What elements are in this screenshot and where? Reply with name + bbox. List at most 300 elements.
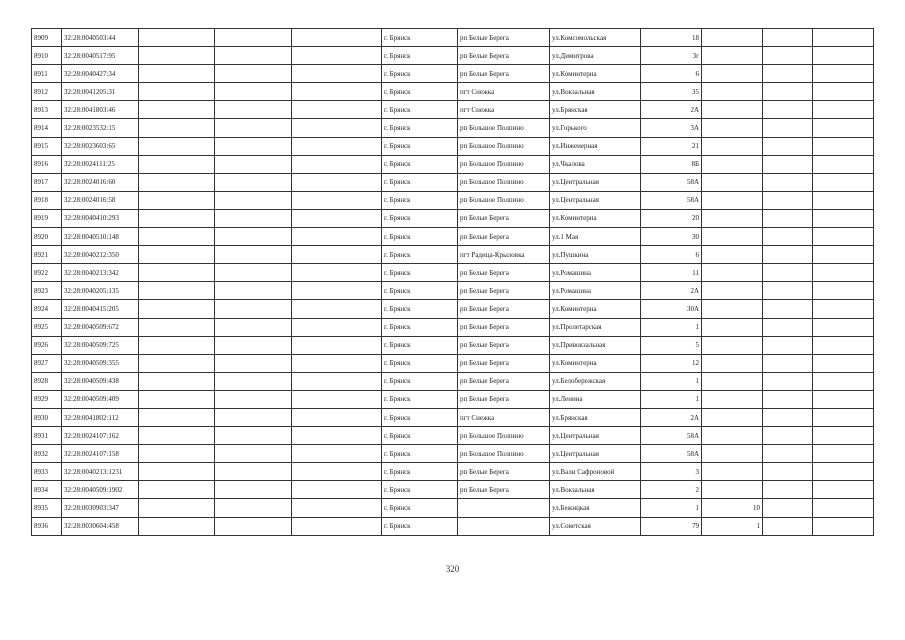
table-cell: ул.Пролетарская (550, 318, 641, 336)
table-cell (763, 209, 813, 227)
table-cell: 1 (641, 372, 702, 390)
table-cell (813, 264, 874, 282)
table-cell (215, 155, 292, 173)
table-cell (139, 499, 215, 517)
table-cell: 30А (641, 300, 702, 318)
table-cell (763, 408, 813, 426)
table-cell (215, 137, 292, 155)
records-table (31, 28, 874, 536)
table-cell (215, 228, 292, 246)
table-cell: ул.Чкалова (550, 155, 641, 173)
table-row (32, 119, 874, 137)
table-cell (763, 336, 813, 354)
table-row (32, 445, 874, 463)
table-cell (763, 318, 813, 336)
table-cell (292, 191, 382, 209)
table-cell: г. Брянск (382, 517, 458, 535)
table-cell (292, 246, 382, 264)
table-cell (292, 390, 382, 408)
table-cell (139, 336, 215, 354)
table-cell: 11 (641, 264, 702, 282)
table-cell: г. Брянск (382, 372, 458, 390)
table-cell: 32:28:0040212:350 (62, 246, 139, 264)
table-cell: рп Белые Берега (458, 390, 550, 408)
table-cell (763, 83, 813, 101)
table-cell: рп Белые Берега (458, 209, 550, 227)
table-cell: 1 (641, 499, 702, 517)
table-cell: рп Белые Берега (458, 47, 550, 65)
table-cell: рп Большое Полпино (458, 427, 550, 445)
table-cell (813, 336, 874, 354)
table-cell: г. Брянск (382, 264, 458, 282)
table-cell (139, 246, 215, 264)
table-cell (292, 408, 382, 426)
table-cell: ул.Советская (550, 517, 641, 535)
table-cell: рп Белые Берега (458, 282, 550, 300)
table-row (32, 390, 874, 408)
table-cell: 32:28:0041803:46 (62, 101, 139, 119)
table-cell (215, 119, 292, 137)
table-cell (763, 499, 813, 517)
table-row (32, 191, 874, 209)
table-cell (813, 47, 874, 65)
table-cell (292, 517, 382, 535)
table-cell (813, 372, 874, 390)
table-cell: ул.Вокзальная (550, 481, 641, 499)
table-cell: рп Белые Берега (458, 463, 550, 481)
table-cell (215, 173, 292, 191)
table-cell (813, 390, 874, 408)
table-row (32, 408, 874, 426)
table-row (32, 481, 874, 499)
table-cell: 8925 (32, 318, 62, 336)
table-cell: 20 (641, 209, 702, 227)
table-cell: г. Брянск (382, 173, 458, 191)
table-cell (813, 427, 874, 445)
table-cell: 6 (641, 65, 702, 83)
table-cell (292, 318, 382, 336)
table-cell: пгт Снежка (458, 101, 550, 119)
table-cell: 8910 (32, 47, 62, 65)
table-cell: рп Большое Полпино (458, 155, 550, 173)
table-cell (813, 408, 874, 426)
table-cell: 8909 (32, 29, 62, 47)
table-cell: г. Брянск (382, 65, 458, 83)
table-cell: ул.Коминтерна (550, 354, 641, 372)
table-cell: ул.Ромашина (550, 282, 641, 300)
table-cell: г. Брянск (382, 300, 458, 318)
table-cell: ул.Вокзальная (550, 83, 641, 101)
table-cell: 30 (641, 228, 702, 246)
table-cell: 32:28:0040509:672 (62, 318, 139, 336)
table-cell (813, 83, 874, 101)
table-cell: 8934 (32, 481, 62, 499)
table-cell: 8919 (32, 209, 62, 227)
table-cell: 3 (641, 463, 702, 481)
table-cell (139, 228, 215, 246)
table-cell (215, 463, 292, 481)
table-row (32, 137, 874, 155)
table-cell (702, 445, 763, 463)
table-cell (292, 137, 382, 155)
table-cell (702, 173, 763, 191)
table-cell (215, 499, 292, 517)
table-cell: г. Брянск (382, 463, 458, 481)
table-cell (763, 191, 813, 209)
table-cell: 32:28:0040213:1231 (62, 463, 139, 481)
table-cell (215, 318, 292, 336)
table-cell: рп Большое Полпино (458, 191, 550, 209)
table-cell (292, 228, 382, 246)
table-cell: ул.Комсомольская (550, 29, 641, 47)
table-cell: г. Брянск (382, 445, 458, 463)
table-cell (702, 137, 763, 155)
table-cell: 12 (641, 354, 702, 372)
table-cell: 2А (641, 408, 702, 426)
table-cell: 32:28:0040410:293 (62, 209, 139, 227)
table-cell (763, 300, 813, 318)
table-cell: г. Брянск (382, 246, 458, 264)
table-cell (702, 246, 763, 264)
table-cell (139, 300, 215, 318)
table-cell: 8913 (32, 101, 62, 119)
table-cell (702, 390, 763, 408)
table-cell (458, 517, 550, 535)
table-cell (215, 354, 292, 372)
table-cell (139, 427, 215, 445)
table-cell: пгт Радица-Крыловка (458, 246, 550, 264)
table-row (32, 155, 874, 173)
table-cell (215, 517, 292, 535)
table-cell: г. Брянск (382, 191, 458, 209)
table-cell (702, 228, 763, 246)
table-cell (763, 372, 813, 390)
table-cell: 2А (641, 101, 702, 119)
table-cell (702, 29, 763, 47)
table-row (32, 517, 874, 535)
table-cell (702, 427, 763, 445)
table-cell (215, 65, 292, 83)
table-cell: 8918 (32, 191, 62, 209)
table-cell: г. Брянск (382, 354, 458, 372)
table-cell: г. Брянск (382, 209, 458, 227)
table-cell: ул.Коминтерна (550, 209, 641, 227)
table-cell (763, 119, 813, 137)
table-row (32, 336, 874, 354)
table-cell: 8927 (32, 354, 62, 372)
table-cell (813, 155, 874, 173)
table-cell (292, 372, 382, 390)
table-cell: 3г (641, 47, 702, 65)
table-cell (215, 427, 292, 445)
table-cell (702, 282, 763, 300)
table-cell: 32:28:0040509:1902 (62, 481, 139, 499)
table-cell (763, 427, 813, 445)
table-cell: 58А (641, 173, 702, 191)
table-cell (139, 282, 215, 300)
table-cell: рп Белые Берега (458, 481, 550, 499)
table-row (32, 427, 874, 445)
table-cell: 32:28:0041802:112 (62, 408, 139, 426)
table-cell: г. Брянск (382, 499, 458, 517)
table-cell: рп Белые Берега (458, 336, 550, 354)
table-cell (292, 300, 382, 318)
table-cell: ул.Центральная (550, 427, 641, 445)
table-cell (292, 336, 382, 354)
table-row (32, 228, 874, 246)
table-cell: ул.Димитрова (550, 47, 641, 65)
page-number: 320 (445, 564, 460, 574)
table-cell: рп Большое Полпино (458, 445, 550, 463)
table-cell: 8Б (641, 155, 702, 173)
table-cell (763, 155, 813, 173)
table-cell (813, 282, 874, 300)
table-cell: 32:28:0040509:438 (62, 372, 139, 390)
table-cell: г. Брянск (382, 282, 458, 300)
table-cell (763, 65, 813, 83)
table-cell (215, 445, 292, 463)
table-cell (702, 408, 763, 426)
table-cell: 8924 (32, 300, 62, 318)
table-cell (292, 264, 382, 282)
table-cell (215, 481, 292, 499)
table-cell (813, 209, 874, 227)
table-cell: 6 (641, 246, 702, 264)
table-cell: г. Брянск (382, 29, 458, 47)
table-cell (215, 390, 292, 408)
table-cell (139, 408, 215, 426)
table-cell (813, 173, 874, 191)
table-cell: ул.Вали Сафроновой (550, 463, 641, 481)
table-cell: рп Белые Берега (458, 318, 550, 336)
table-cell (139, 390, 215, 408)
table-cell: 1 (641, 318, 702, 336)
table-cell (292, 47, 382, 65)
table-cell (813, 246, 874, 264)
table-cell (215, 282, 292, 300)
table-cell (292, 173, 382, 191)
table-row (32, 463, 874, 481)
table-cell: 32:28:0041205:31 (62, 83, 139, 101)
table-cell: 32:28:0024107:162 (62, 427, 139, 445)
table-cell: 1 (702, 517, 763, 535)
table-cell (139, 155, 215, 173)
table-cell: г. Брянск (382, 47, 458, 65)
table-cell: 8921 (32, 246, 62, 264)
table-cell: 8930 (32, 408, 62, 426)
table-cell (813, 499, 874, 517)
table-cell: ул.Коминтерна (550, 300, 641, 318)
table-cell: 32:28:0030903:347 (62, 499, 139, 517)
table-cell: 58А (641, 427, 702, 445)
table-cell: г. Брянск (382, 390, 458, 408)
table-cell: 79 (641, 517, 702, 535)
table-cell (702, 101, 763, 119)
table-cell (763, 354, 813, 372)
table-cell: 32:28:0024111:25 (62, 155, 139, 173)
table-cell: 32:28:0040509:409 (62, 390, 139, 408)
table-row (32, 300, 874, 318)
table-cell (702, 336, 763, 354)
table-cell (813, 300, 874, 318)
table-cell: ул.Центральная (550, 191, 641, 209)
table-cell (702, 481, 763, 499)
table-cell (292, 83, 382, 101)
table-cell (139, 264, 215, 282)
table-cell (292, 65, 382, 83)
table-cell (458, 499, 550, 517)
table-cell: 8922 (32, 264, 62, 282)
table-cell: 32:28:0040509:725 (62, 336, 139, 354)
table-row (32, 65, 874, 83)
table-cell: 8920 (32, 228, 62, 246)
table-cell: 58А (641, 191, 702, 209)
table-cell (763, 390, 813, 408)
table-cell (215, 300, 292, 318)
table-cell: 8915 (32, 137, 62, 155)
table-cell (139, 191, 215, 209)
table-cell: 8917 (32, 173, 62, 191)
table-cell (215, 29, 292, 47)
table-cell: 8932 (32, 445, 62, 463)
table-cell: 8916 (32, 155, 62, 173)
table-cell (813, 65, 874, 83)
table-cell: рп Белые Берега (458, 65, 550, 83)
table-cell: ул.Коминтерна (550, 65, 641, 83)
table-cell: 58А (641, 445, 702, 463)
table-cell: рп Белые Берега (458, 29, 550, 47)
table-cell (292, 481, 382, 499)
table-cell (813, 29, 874, 47)
table-cell: г. Брянск (382, 137, 458, 155)
table-cell (292, 155, 382, 173)
table-cell (813, 481, 874, 499)
table-cell: рп Большое Полпино (458, 173, 550, 191)
table-cell: ул.Ленина (550, 390, 641, 408)
table-cell: 8935 (32, 499, 62, 517)
table-cell: г. Брянск (382, 408, 458, 426)
table-cell: 18 (641, 29, 702, 47)
table-cell (702, 65, 763, 83)
table-cell: ул.Брянская (550, 101, 641, 119)
table-row (32, 282, 874, 300)
table-cell (763, 228, 813, 246)
table-cell: 32:28:0023532:15 (62, 119, 139, 137)
table-cell: 32:28:0040509:355 (62, 354, 139, 372)
table-cell (702, 47, 763, 65)
table-cell: 8912 (32, 83, 62, 101)
table-cell: ул.Центральная (550, 445, 641, 463)
table-cell (813, 228, 874, 246)
table-cell: 8926 (32, 336, 62, 354)
table-cell (813, 354, 874, 372)
table-cell (763, 47, 813, 65)
table-cell (215, 83, 292, 101)
table-cell (215, 336, 292, 354)
table-cell: рп Белые Берега (458, 354, 550, 372)
table-cell (763, 264, 813, 282)
table-cell (813, 191, 874, 209)
table-cell (763, 517, 813, 535)
table-cell: ул.Инженерная (550, 137, 641, 155)
table-cell (702, 264, 763, 282)
table-cell: рп Белые Берега (458, 372, 550, 390)
table-cell: 32:28:0040213:342 (62, 264, 139, 282)
table-cell (139, 47, 215, 65)
table-cell (139, 318, 215, 336)
table-cell: 8931 (32, 427, 62, 445)
table-cell: 32:28:0040517:95 (62, 47, 139, 65)
table-cell: 2 (641, 481, 702, 499)
table-cell (139, 481, 215, 499)
table-cell (292, 209, 382, 227)
table-row (32, 209, 874, 227)
table-cell (763, 173, 813, 191)
table-cell: ул.Бежицкая (550, 499, 641, 517)
table-cell: г. Брянск (382, 336, 458, 354)
table-cell: 32:28:0030604:458 (62, 517, 139, 535)
table-cell: 8914 (32, 119, 62, 137)
table-cell (702, 155, 763, 173)
table-cell: ул.Белобережская (550, 372, 641, 390)
table-cell (702, 318, 763, 336)
table-cell (139, 463, 215, 481)
table-row (32, 372, 874, 390)
table-cell (763, 246, 813, 264)
table-cell: г. Брянск (382, 228, 458, 246)
table-cell: рп Белые Берега (458, 264, 550, 282)
table-row (32, 354, 874, 372)
table-cell (292, 29, 382, 47)
table-cell (139, 29, 215, 47)
table-cell (702, 209, 763, 227)
table-cell (139, 173, 215, 191)
table-cell (139, 137, 215, 155)
table-cell (702, 372, 763, 390)
table-cell: 8928 (32, 372, 62, 390)
table-cell: 8923 (32, 282, 62, 300)
table-cell: 35 (641, 83, 702, 101)
table-cell: 2А (641, 282, 702, 300)
table-row (32, 29, 874, 47)
table-cell: 1 (641, 390, 702, 408)
table-cell: 8936 (32, 517, 62, 535)
table-cell: 32:28:0040510:148 (62, 228, 139, 246)
table-cell: ул.Пушкина (550, 246, 641, 264)
table-cell: ул.1 Мая (550, 228, 641, 246)
table-cell (813, 445, 874, 463)
table-cell (763, 463, 813, 481)
table-cell: ул.Ромашина (550, 264, 641, 282)
table-row (32, 318, 874, 336)
table-cell: 10 (702, 499, 763, 517)
table-cell (139, 372, 215, 390)
table-cell (215, 246, 292, 264)
table-cell (763, 445, 813, 463)
table-cell: пгт Снежка (458, 408, 550, 426)
table-cell: 32:28:0024016:58 (62, 191, 139, 209)
table-cell: 21 (641, 137, 702, 155)
table-cell: ул.Брянская (550, 408, 641, 426)
table-cell: 32:28:0040503:44 (62, 29, 139, 47)
table-cell (292, 282, 382, 300)
table-cell (702, 119, 763, 137)
table-row (32, 264, 874, 282)
table-cell: г. Брянск (382, 83, 458, 101)
table-cell: ул.Центральная (550, 173, 641, 191)
table-cell: 32:28:0040205:135 (62, 282, 139, 300)
table-cell: 32:28:0040427:34 (62, 65, 139, 83)
